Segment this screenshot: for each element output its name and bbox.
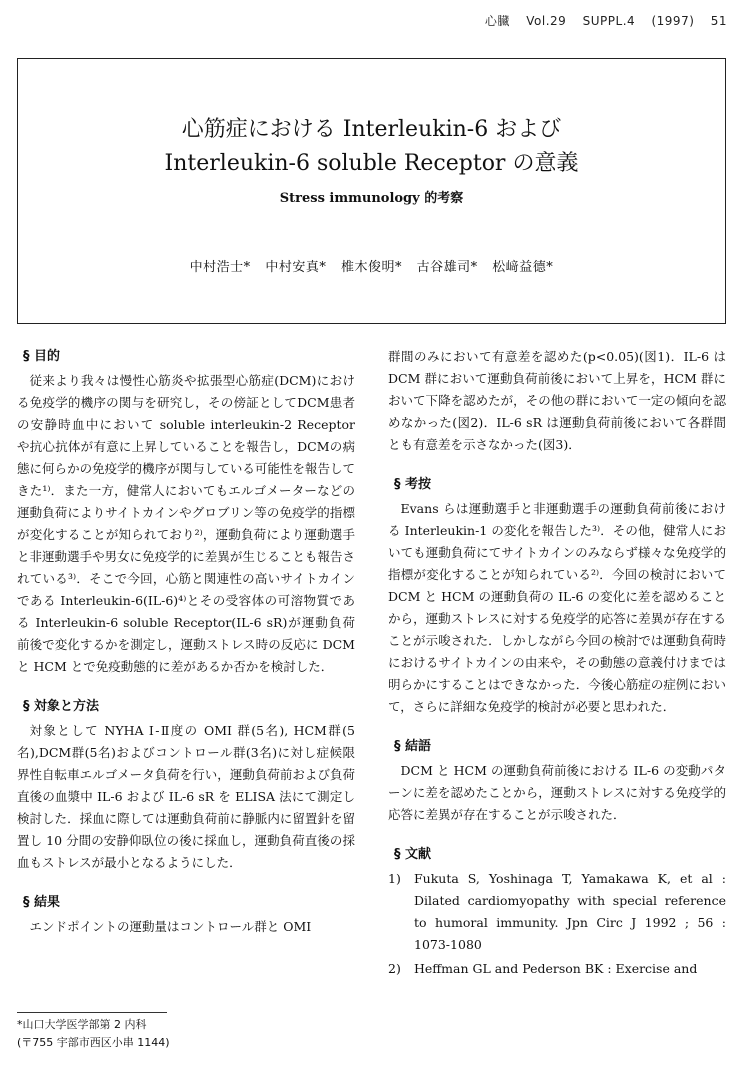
reference-item [388, 958, 726, 980]
reference-list [388, 868, 726, 980]
volume: Vol.29 [526, 14, 567, 28]
author: 古谷雄司* [416, 260, 478, 275]
footnote-divider [17, 1012, 167, 1013]
supplement: SUPPL.4 [582, 14, 636, 28]
footnote-address: (〒755 宇部市西区小串 1144) [17, 1036, 170, 1049]
author: 中村安真* [265, 260, 327, 275]
author-list [18, 256, 725, 275]
author: 松﨑益德* [492, 260, 554, 275]
footnote-affiliation: *山口大学医学部第 2 内科 [17, 1018, 147, 1031]
running-head [473, 12, 727, 29]
section-heading-discussion: § 考按 [394, 477, 432, 492]
section-heading-conclusion: § 結語 [394, 739, 432, 754]
section-heading-purpose: § 目的 [23, 349, 61, 364]
reference-number: 2) [388, 961, 401, 976]
year: (1997) [651, 14, 695, 28]
author: 椎木俊明* [340, 260, 402, 275]
reference-item [388, 868, 726, 956]
section-heading-references: § 文献 [394, 847, 432, 862]
author: 中村浩士* [189, 260, 251, 275]
results-text-continued: 群間のみにおいて有意差を認めた(p<0.05)(図1)．IL-6 は DCM 群において運動負荷前後において上昇を，HCM 群において下降を認めたが，その他の群において一定の傾向を認めなかった(図2)．IL-6 sR は運動負荷前後において各群間とも有意差を示さなかった(図3)． [388, 349, 726, 452]
methods-text: 対象として NYHA Ⅰ-Ⅱ度の OMI 群(5名), HCM群(5名),DCM群(5名)およびコントロール群(3名)に対し症候限界性自転車エルゴメータ負荷を行い，運動負荷前および負荷直後の血漿中 IL-6 および IL-6 sR を ELISA 法にて測定し検討した．採血に際しては運動負荷前に静脈内に留置針を留置し 10 分間の安静仰臥位の後に採血し，運動負荷直後の採血もストレスが最小となるようにした． [17, 723, 355, 870]
right-column [388, 346, 726, 982]
title-line-1: 心筋症における Interleukin-6 および [181, 117, 562, 142]
page-number: 51 [710, 14, 727, 28]
footnote [17, 1016, 170, 1052]
title-box [17, 58, 726, 324]
title-line-2: Interleukin-6 soluble Receptor の意義 [164, 151, 579, 176]
reference-text: Heffman GL and Pederson BK : Exercise and [414, 961, 698, 976]
discussion-text: Evans らは運動選手と非運動選手の運動負荷前後における Interleukin-1 の変化を報告した³⁾．その他，健常人においても運動負荷にてサイトカインのみならず様々な免疫学的指標が変化することが知られている²⁾．今回の検討において DCM と HCM の運動負荷の IL-6 の変化に差を認めることから，運動ストレスに対する免疫学的応答に差異が存在することが示唆された．しかしながら今回の検討では運動負荷時におけるサイトカインの由来や，その動態の意義付けまでは明らかにすることはできなかった．今後心筋症の症例において，さらに詳細な免疫学的検討が必要と思われた． [388, 501, 726, 714]
journal-name: 心臓 [484, 14, 510, 28]
left-column [17, 346, 355, 938]
results-text-start: エンドポイントの運動量はコントロール群と OMI [29, 919, 312, 934]
reference-text: Fukuta S, Yoshinaga T, Yamakawa K, et al : Dilated cardiomyopathy with special reference to humoral immunity. Jpn Circ J 1992 ; 56 : 1073-1080 [414, 871, 726, 952]
reference-number: 1) [388, 871, 401, 886]
subtitle: Stress immunology 的考察 [279, 191, 464, 206]
purpose-text: 従来より我々は慢性心筋炎や拡張型心筋症(DCM)における免疫学的機序の関与を研究し，その傍証としてDCM患者の安静時血中において soluble interleukin-2 Receptor や抗心抗体が有意に上昇していることを報告し，DCMの病態に何らかの免疫学的機序が関与している可能性を報告してきた¹⁾．また一方，健常人においてもエルゴメーターなどの運動負荷によりサイトカインやグロブリン等の免疫学的指標が変化することが知られており²⁾，運動負荷により運動選手と非運動選手や男女に免疫学的に差異が生じることも報告されている³⁾．そこで今回，心筋と関連性の高いサイトカインである Interleukin-6(IL-6)⁴⁾とその受容体の可溶物質である Interleukin-6 soluble Receptor(IL-6 sR)が運動負荷前後で変化するかを測定し，運動ストレス時の反応に DCM と HCM とで免疫動態的に差があるか否かを検討した． [17, 373, 355, 674]
section-heading-results: § 結果 [23, 895, 61, 910]
conclusion-text: DCM と HCM の運動負荷前後における IL-6 の変動パターンに差を認めたことから，運動ストレスに対する免疫学的応答に差異が存在することが示唆された． [388, 763, 726, 822]
section-heading-methods: § 対象と方法 [23, 699, 100, 714]
